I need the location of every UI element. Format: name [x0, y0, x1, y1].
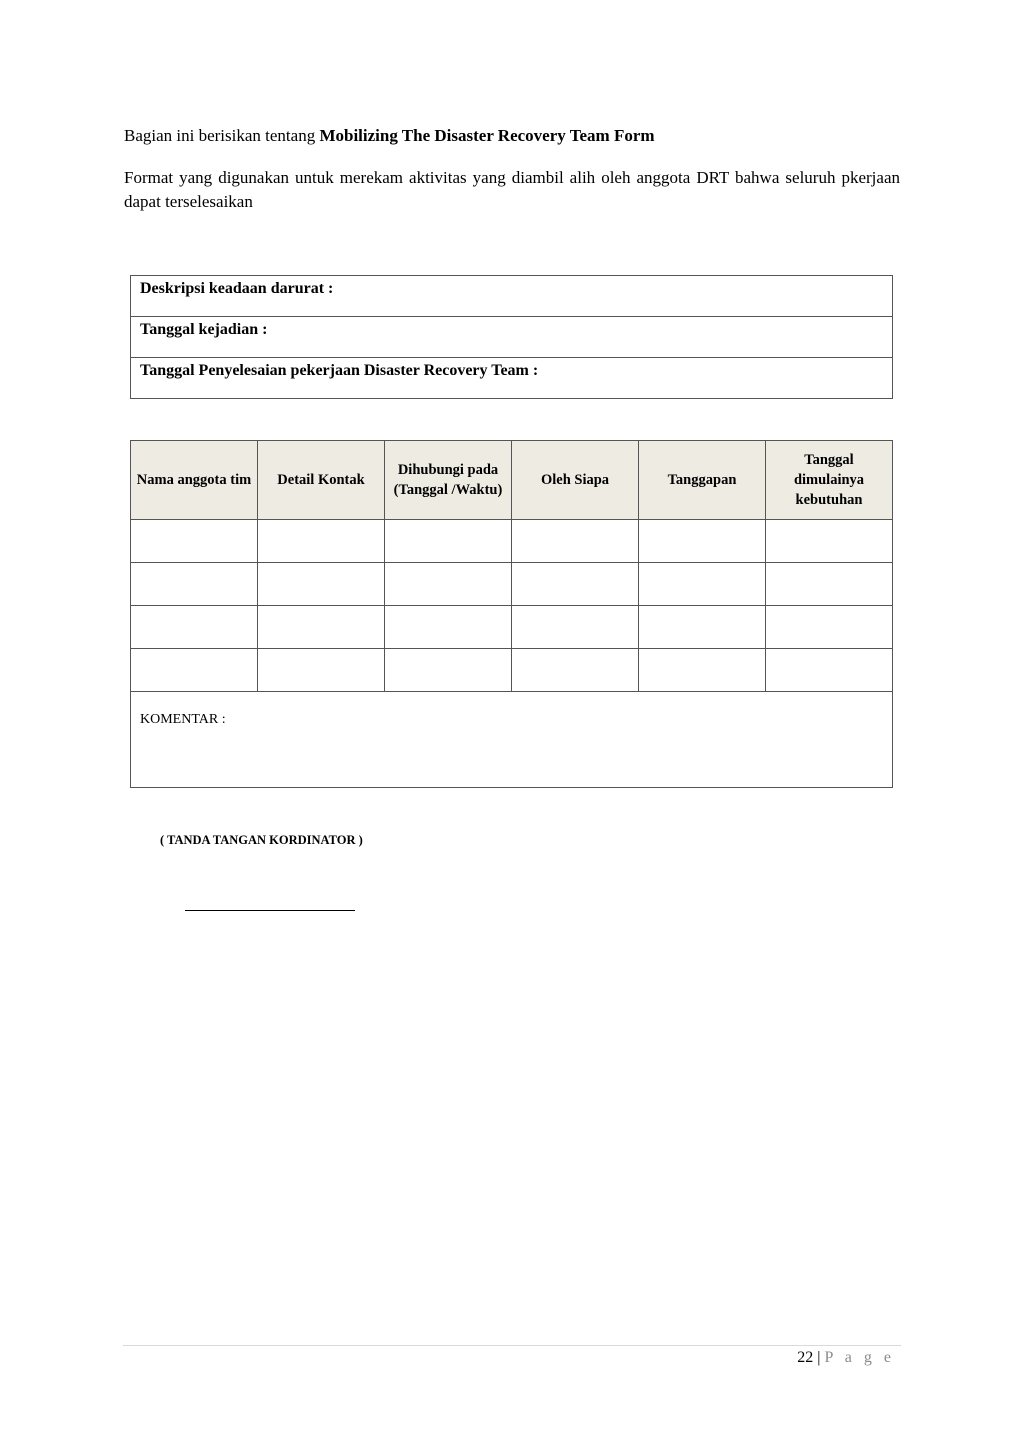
completion-date-field[interactable]: Tanggal Penyelesaian pekerjaan Disaster Recovery Team :: [131, 358, 893, 399]
table-cell[interactable]: [131, 606, 258, 649]
table-header-row: [131, 441, 893, 520]
intro-description: Format yang digunakan untuk merekam aktivitas yang diambil alih oleh anggota DRT bahwa seluruh pkerjaan dapat terselesaikan: [124, 168, 900, 211]
table-cell[interactable]: [131, 563, 258, 606]
table-cell[interactable]: [385, 520, 512, 563]
info-row: [131, 358, 893, 399]
signature-label: ( TANDA TANGAN KORDINATOR ): [160, 833, 363, 847]
page-number: 22: [797, 1349, 814, 1366]
emergency-description-field[interactable]: Deskripsi keadaan darurat :: [131, 276, 893, 317]
intro-text: [124, 124, 900, 214]
comment-row: [131, 692, 893, 788]
header-start-date: Tanggal dimulainya kebutuhan: [766, 441, 893, 520]
table-cell[interactable]: [512, 520, 639, 563]
intro-line-1: [124, 124, 900, 148]
page-word: P a g e: [824, 1349, 895, 1366]
table-cell[interactable]: [385, 606, 512, 649]
table-cell[interactable]: [639, 563, 766, 606]
page-footer: [797, 1349, 895, 1367]
header-contacted-at: Dihubungi pada (Tanggal /Waktu): [385, 441, 512, 520]
table-cell[interactable]: [258, 606, 385, 649]
table-cell[interactable]: [639, 606, 766, 649]
table-cell[interactable]: [258, 520, 385, 563]
table-row: [131, 649, 893, 692]
header-team-member-name: Nama anggota tim: [131, 441, 258, 520]
table-cell[interactable]: [639, 520, 766, 563]
table-cell[interactable]: [512, 606, 639, 649]
table-cell[interactable]: [131, 520, 258, 563]
table-cell[interactable]: [639, 649, 766, 692]
table-cell[interactable]: [766, 520, 893, 563]
table-cell[interactable]: [258, 563, 385, 606]
table-cell[interactable]: [766, 649, 893, 692]
intro-prefix: Bagian ini berisikan tentang: [124, 126, 320, 145]
header-contact-detail: Detail Kontak: [258, 441, 385, 520]
info-row: [131, 276, 893, 317]
table-cell[interactable]: [766, 606, 893, 649]
table-cell[interactable]: [512, 649, 639, 692]
table-cell[interactable]: [131, 649, 258, 692]
team-contact-table: [130, 440, 893, 788]
table-row: [131, 606, 893, 649]
incident-info-box: [130, 275, 893, 399]
incident-date-field[interactable]: Tanggal kejadian :: [131, 317, 893, 358]
header-response: Tanggapan: [639, 441, 766, 520]
comment-field[interactable]: KOMENTAR :: [131, 692, 893, 788]
header-contacted-by: Oleh Siapa: [512, 441, 639, 520]
signature-line[interactable]: [185, 910, 355, 911]
table-cell[interactable]: [512, 563, 639, 606]
table-cell[interactable]: [385, 649, 512, 692]
footer-separator: |: [813, 1349, 825, 1366]
info-row: [131, 317, 893, 358]
footer-divider: [123, 1345, 901, 1346]
table-cell[interactable]: [385, 563, 512, 606]
table-row: [131, 563, 893, 606]
table-cell[interactable]: [258, 649, 385, 692]
table-cell[interactable]: [766, 563, 893, 606]
form-title: Mobilizing The Disaster Recovery Team Form: [319, 126, 655, 145]
table-row: [131, 520, 893, 563]
